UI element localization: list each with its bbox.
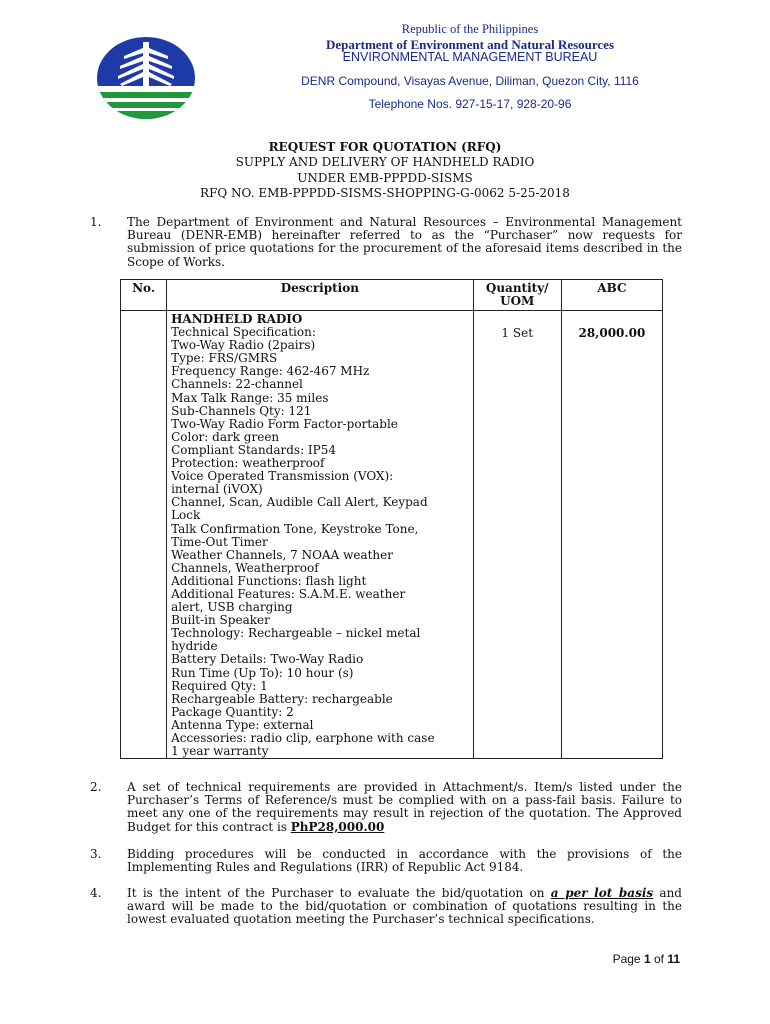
paragraph-2 [90,781,682,834]
spec-line: Type: FRS/GMRS [171,351,278,366]
approved-budget: PhP28,000.00 [290,819,385,834]
spec-line: Max Talk Range: 35 miles [171,390,329,405]
spec-line: 1 year warranty [171,744,269,759]
item-quantity: 1 Set [473,311,561,759]
spec-line: internal (iVOX) [171,482,263,497]
paragraph-text: Bidding procedures will be conducted in accordance with the provisions of the Implementing Rules and Regulations (IRR) of Republic Act 9184. [127,847,682,875]
spec-list [171,326,473,758]
header-no: No. [121,280,167,311]
paragraph-1 [90,216,682,269]
paragraph-3 [90,848,682,874]
spec-line: Antenna Type: external [171,717,314,732]
paragraph-text [127,781,682,834]
page-prefix: Page [612,952,644,966]
spec-line: Battery Details: Two-Way Radio [171,652,364,667]
spec-line: Lock [171,508,201,523]
spec-line: Compliant Standards: IP54 [171,442,337,457]
letterhead-telephone: Telephone Nos. 927-15-17, 928-20-96 [368,97,572,111]
spec-line: Rechargeable Battery: rechargeable [171,691,393,706]
table-row [121,311,663,759]
paragraph-body: A set of technical requirements are provided in Attachment/s. Item/s listed under the Purchaser’s Terms of Reference/s must be complied with on a pass-fail basis. Failure to meet any one of the requirements may result in rejection of the quotation. The Approved Budget for this contract is [127,780,682,834]
table-header-row [121,280,663,311]
item-description [167,311,474,759]
spec-line: Additional Features: S.A.M.E. weather [171,586,406,601]
paragraph-number: 2. [90,780,102,794]
paragraph-text: The Department of Environment and Natural Resources – Environmental Management Bureau (DENR-EMB) hereinafter referred to as the “Purchaser” now requests for submission of price quotations for the procurement of the aforesaid items described in the Scope of Works. [127,215,682,269]
rfq-program: UNDER EMB-PPPDD-SISMS [297,171,473,185]
spec-line: Additional Functions: flash light [171,573,367,588]
letterhead-department: Department of Environment and Natural Resources [325,37,615,52]
paragraph-number: 1. [90,215,102,229]
page-total: 11 [667,952,680,966]
letterhead-republic: Republic of the Philippines [401,22,539,36]
rfq-subtitle: SUPPLY AND DELIVERY OF HANDHELD RADIO [235,155,535,169]
spec-line: Channels: 22-channel [171,377,303,392]
spec-line: Package Quantity: 2 [171,704,294,719]
item-abc: 28,000.00 [561,311,662,759]
page-current: 1 [643,952,651,966]
spec-line: Channels, Weatherproof [171,560,319,575]
spec-line: Color: dark green [171,429,280,444]
paragraph-number: 3. [90,847,102,861]
rfq-number: RFQ NO. EMB-PPPDD-SISMS-SHOPPING-G-0062 5-25-2018 [200,186,570,200]
spec-line: Frequency Range: 462-467 MHz [171,364,370,379]
item-no [121,311,167,759]
spec-line: Talk Confirmation Tone, Keystroke Tone, [171,521,419,536]
spec-line: alert, USB charging [171,600,293,615]
page-number [613,952,680,966]
per-lot-emphasis: a per lot basis [550,886,654,900]
paragraph-4 [90,887,682,927]
spec-line: Technology: Rechargeable – nickel metal [171,626,421,641]
spec-line: Protection: weatherproof [171,456,325,471]
item-heading: HANDHELD RADIO [171,312,303,326]
rfq-title: REQUEST FOR QUOTATION (RFQ) [268,140,502,154]
spec-line: Time-Out Timer [171,534,268,549]
spec-line: Required Qty: 1 [171,678,268,693]
spec-line: Built-in Speaker [171,613,270,628]
spec-line: Two-Way Radio (2pairs) [171,338,316,353]
spec-line: Channel, Scan, Audible Call Alert, Keypad [171,495,428,510]
letterhead-bureau: ENVIRONMENTAL MANAGEMENT BUREAU [342,50,598,64]
spec-line: hydride [171,639,218,654]
paragraph-number: 4. [90,886,102,900]
spec-line: Sub-Channels Qty: 121 [171,403,312,418]
header-description: Description [167,280,474,311]
spec-line: Run Time (Up To): 10 hour (s) [171,665,354,680]
header-abc: ABC [561,280,662,311]
paragraph-body-start: It is the intent of the Purchaser to evaluate the bid/quotation on [127,886,551,900]
paragraph-body-end: and award will be made to the bid/quotation or combination of quotations resulting in the lowest evaluated quotation meeting the Purchaser’s technical specifications. [127,886,682,927]
denr-logo-icon [96,36,196,120]
header-quantity: Quantity/ UOM [473,280,561,311]
spec-line: Two-Way Radio Form Factor-portable [171,416,398,431]
page-of: of [650,952,668,966]
spec-line: Voice Operated Transmission (VOX): [171,469,394,484]
letterhead-address: DENR Compound, Visayas Avenue, Diliman, Quezon City, 1116 [301,74,639,88]
spec-line: Accessories: radio clip, earphone with case [171,731,435,745]
spec-line: Weather Channels, 7 NOAA weather [171,547,393,562]
items-table [120,279,663,759]
paragraph-text [127,887,682,927]
spec-line: Technical Specification: [171,325,316,340]
